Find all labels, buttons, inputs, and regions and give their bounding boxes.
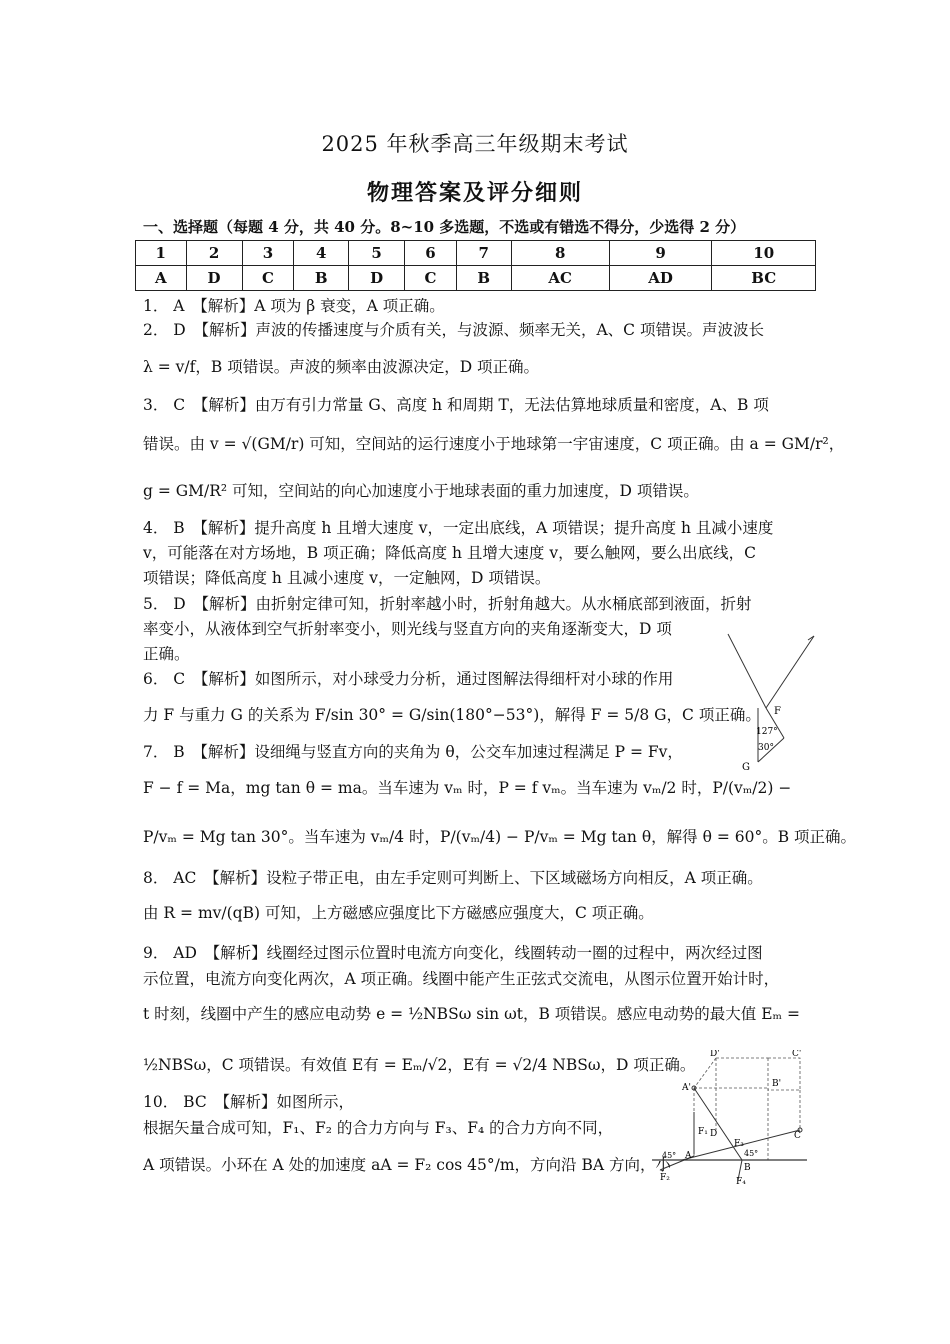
point-c-prime-label: C' bbox=[792, 1050, 802, 1059]
text-line: 10． BC 【解析】如图所示， bbox=[143, 1093, 354, 1111]
text-line: 根据矢量合成可知，F₁、F₂ 的合力方向与 F₃、F₄ 的合力方向不同， bbox=[143, 1119, 614, 1137]
table-cell: 1 bbox=[136, 241, 187, 266]
table-cell: 7 bbox=[456, 241, 511, 266]
text-line: 9． AD 【解析】线圈经过图示位置时电流方向变化，线圈转动一圈的过程中，两次经过图 bbox=[143, 944, 763, 962]
point-a-label: A bbox=[685, 1151, 692, 1161]
table-cell: 8 bbox=[511, 241, 609, 266]
text-line: 由 R = mv/(qB) 可知，上方磁感应强度比下方磁感应强度大，C 项正确。 bbox=[143, 904, 654, 922]
point-b-label: B bbox=[744, 1163, 751, 1173]
angle-left-label: 45° bbox=[662, 1151, 677, 1160]
table-cell: 10 bbox=[712, 241, 816, 266]
section-header: 一、选择题（每题 4 分，共 40 分。8~10 多选题，不选或有错选不得分，少选得 2 分） bbox=[143, 218, 746, 236]
table-cell: AD bbox=[609, 266, 712, 291]
text-line: g = GM/R² 可知，空间站的向心加速度小于地球表面的重力加速度，D 项错误。 bbox=[143, 482, 699, 500]
answer-table-answer-row bbox=[136, 266, 816, 291]
point-d-prime-label: D' bbox=[710, 1050, 720, 1059]
table-cell: A bbox=[136, 266, 187, 291]
table-cell: 3 bbox=[242, 241, 294, 266]
point-c-label: C bbox=[794, 1131, 801, 1141]
table-cell: BC bbox=[712, 266, 816, 291]
table-cell: 6 bbox=[405, 241, 457, 266]
text-line: λ = v/f，B 项错误。声波的频率由波源决定，D 项正确。 bbox=[143, 358, 540, 376]
point-a-prime-label: A' bbox=[682, 1083, 691, 1093]
text-line: v，可能落在对方场地，B 项正确；降低高度 h 且增大速度 v，要么触网，要么出底线，C bbox=[143, 544, 756, 562]
table-cell: 9 bbox=[609, 241, 712, 266]
table-cell: C bbox=[242, 266, 294, 291]
page-subtitle: 物理答案及评分细则 bbox=[366, 180, 583, 206]
page-title: 2025 年秋季高三年级期末考试 bbox=[321, 132, 629, 156]
force-f3-label: F₃ bbox=[734, 1139, 744, 1149]
table-cell: D bbox=[349, 266, 405, 291]
table-cell: D bbox=[186, 266, 242, 291]
answer-table bbox=[135, 240, 816, 291]
answer-table-number-row bbox=[136, 241, 816, 266]
text-line: 1． A 【解析】A 项为 β 衰变，A 项正确。 bbox=[143, 297, 445, 315]
force-f2-label: F₂ bbox=[660, 1173, 670, 1183]
text-line: 5． D 【解析】由折射定律可知，折射率越小时，折射角越大。从水桶底部到液面，折射 bbox=[143, 595, 752, 613]
force-diagram-q6 bbox=[722, 630, 822, 780]
text-line: 示位置，电流方向变化两次，A 项正确。线圈中能产生正弦式交流电，从图示位置开始计时， bbox=[143, 970, 780, 988]
text-line: 力 F 与重力 G 的关系为 F/sin 30° = G/sin(180°−53°)，解得 F = 5/8 G，C 项正确。 bbox=[143, 706, 761, 724]
point-b-prime-label: B' bbox=[772, 1079, 782, 1089]
angle-30-label: 30° bbox=[758, 743, 774, 753]
angle-127-label: 127° bbox=[756, 727, 778, 737]
text-line: 8． AC 【解析】设粒子带正电，由左手定则可判断上、下区域磁场方向相反，A 项正确。 bbox=[143, 869, 763, 887]
table-cell: AC bbox=[511, 266, 609, 291]
table-cell: B bbox=[456, 266, 511, 291]
text-line: 率变小，从液体到空气折射率变小，则光线与竖直方向的夹角逐渐变大，D 项 bbox=[143, 620, 672, 638]
text-line: 项错误；降低高度 h 且减小速度 v，一定触网，D 项错误。 bbox=[143, 569, 551, 587]
text-line: 正确。 bbox=[143, 645, 190, 663]
text-line: 4． B 【解析】提升高度 h 且增大速度 v，一定出底线，A 项错误；提升高度 h 且减小速度 bbox=[143, 519, 774, 537]
table-cell: 2 bbox=[186, 241, 242, 266]
force-f-label: F bbox=[774, 706, 781, 717]
force-f4-label: F₄ bbox=[736, 1177, 746, 1185]
text-line: 错误。由 v = √(GM/r) 可知，空间站的运行速度小于地球第一宇宙速度，C 项正确。由 a = GM/r²， bbox=[143, 435, 845, 453]
weight-g-label: G bbox=[742, 762, 750, 773]
text-line: t 时刻，线圈中产生的感应电动势 e = ½NBSω sin ωt，B 项错误。感应电动势的最大值 Eₘ = bbox=[143, 1005, 800, 1023]
text-line: ½NBSω，C 项错误。有效值 E有 = Eₘ/√2，E有 = √2/4 NBSω，D 项正确。 bbox=[143, 1056, 696, 1074]
text-line: F − f = Ma，mg tan θ = ma。当车速为 vₘ 时，P = f vₘ。当车速为 vₘ/2 时，P/(vₘ/2) − bbox=[143, 779, 792, 797]
text-line: 6． C 【解析】如图所示，对小球受力分析，通过图解法得细杆对小球的作用 bbox=[143, 670, 674, 688]
table-cell: B bbox=[294, 266, 349, 291]
table-cell: 4 bbox=[294, 241, 349, 266]
table-cell: C bbox=[405, 266, 457, 291]
text-line: 7． B 【解析】设细绳与竖直方向的夹角为 θ，公交车加速过程满足 P = Fv， bbox=[143, 743, 683, 761]
force-diagram-q10 bbox=[652, 1050, 812, 1185]
text-line: A 项错误。小环在 A 处的加速度 aA = F₂ cos 45°/m，方向沿 BA 方向，小 bbox=[143, 1156, 671, 1174]
text-line: 3． C 【解析】由万有引力常量 G、高度 h 和周期 T，无法估算地球质量和密度，A、B 项 bbox=[143, 396, 769, 414]
text-line: 2． D 【解析】声波的传播速度与介质有关，与波源、频率无关，A、C 项错误。声波波长 bbox=[143, 321, 764, 339]
force-f1-label: F₁ bbox=[698, 1127, 708, 1137]
table-cell: 5 bbox=[349, 241, 405, 266]
text-line: P/vₘ = Mg tan 30°。当车速为 vₘ/4 时，P/(vₘ/4) − P/vₘ = Mg tan θ，解得 θ = 60°。B 项正确。 bbox=[143, 828, 857, 846]
point-d-label: D bbox=[710, 1129, 718, 1139]
angle-right-label: 45° bbox=[744, 1149, 759, 1158]
